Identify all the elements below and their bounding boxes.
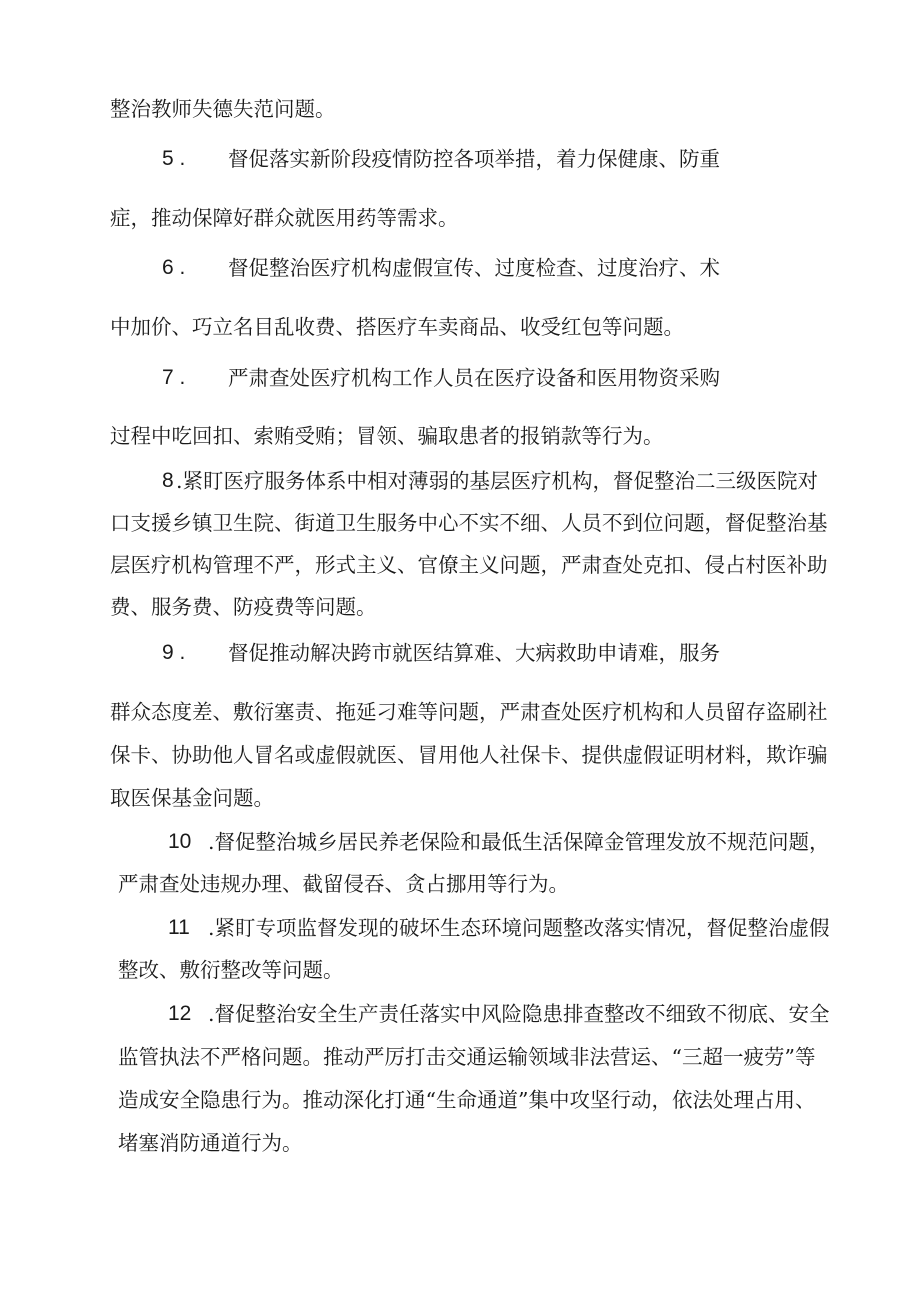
item-11-number: 11 bbox=[168, 916, 190, 939]
item-8-line-2: 口支援乡镇卫生院、街道卫生服务中心不实不细、人员不到位问题，督促整治基 bbox=[110, 511, 828, 535]
item-7-number: 7 . bbox=[162, 366, 186, 389]
item-5-line-1: 督促落实新阶段疫情防控各项举措，着力保健康、防重 bbox=[228, 147, 720, 171]
item-8-line-1: .紧盯医疗服务体系中相对薄弱的基层医疗机构，督促整治二三级医院对 bbox=[176, 469, 819, 493]
item-10-line-2: 严肃查处违规办理、截留侵吞、贪占挪用等行为。 bbox=[118, 872, 569, 896]
item-7-line-2: 过程中吃回扣、索贿受贿；冒领、骗取患者的报销款等行为。 bbox=[110, 424, 664, 448]
item-8-line-4: 费、服务费、防疫费等问题。 bbox=[110, 595, 377, 619]
item-9-line-3: 保卡、协助他人冒名或虚假就医、冒用他人社保卡、提供虚假证明材料，欺诈骗 bbox=[110, 743, 828, 767]
item-7-line-1: 严肃查处医疗机构工作人员在医疗设备和医用物资采购 bbox=[228, 366, 720, 390]
item-8-line-3: 层医疗机构管理不严，形式主义、官僚主义问题，严肃查处克扣、侵占村医补助 bbox=[110, 553, 828, 577]
item-9-line-2: 群众态度差、敷衍塞责、拖延刁难等问题，严肃查处医疗机构和人员留存盗刷社 bbox=[110, 700, 828, 724]
item-12-line-4: 堵塞消防通道行为。 bbox=[118, 1131, 303, 1155]
item-12-number: 12 bbox=[168, 1002, 192, 1025]
item-12-line-2: 监管执法不严格问题。推动严厉打击交通运输领域非法营运、“三超一疲劳”等 bbox=[118, 1045, 816, 1069]
item-10-line-1: .督促整治城乡居民养老保险和最低生活保障金管理发放不规范问题， bbox=[208, 830, 830, 854]
item-5-number: 5 . bbox=[162, 147, 186, 170]
item-10-number: 10 bbox=[168, 830, 192, 853]
item-6-line-2: 中加价、巧立名目乱收费、搭医疗车卖商品、收受红包等问题。 bbox=[110, 315, 684, 339]
item-9-number: 9 . bbox=[162, 641, 186, 664]
item-9-line-4: 取医保基金问题。 bbox=[110, 786, 274, 810]
item-5-line-2: 症，推动保障好群众就医用药等需求。 bbox=[110, 206, 459, 230]
item-4-tail: 整治教师失德失范问题。 bbox=[110, 97, 336, 121]
item-12-line-1: .督促整治安全生产责任落实中风险隐患排查整改不细致不彻底、安全 bbox=[208, 1002, 830, 1026]
item-11-line-2: 整改、敷衍整改等问题。 bbox=[118, 958, 344, 982]
item-9-line-1: 督促推动解决跨市就医结算难、大病救助申请难，服务 bbox=[228, 641, 720, 665]
item-6-line-1: 督促整治医疗机构虚假宣传、过度检查、过度治疗、术 bbox=[228, 256, 720, 280]
item-6-number: 6 . bbox=[162, 256, 186, 279]
item-12-line-3: 造成安全隐患行为。推动深化打通“生命通道”集中攻坚行动，依法处理占用、 bbox=[118, 1088, 816, 1112]
item-8-number: 8 bbox=[162, 469, 174, 492]
item-11-line-1: .紧盯专项监督发现的破坏生态环境问题整改落实情况，督促整治虚假 bbox=[208, 916, 830, 940]
